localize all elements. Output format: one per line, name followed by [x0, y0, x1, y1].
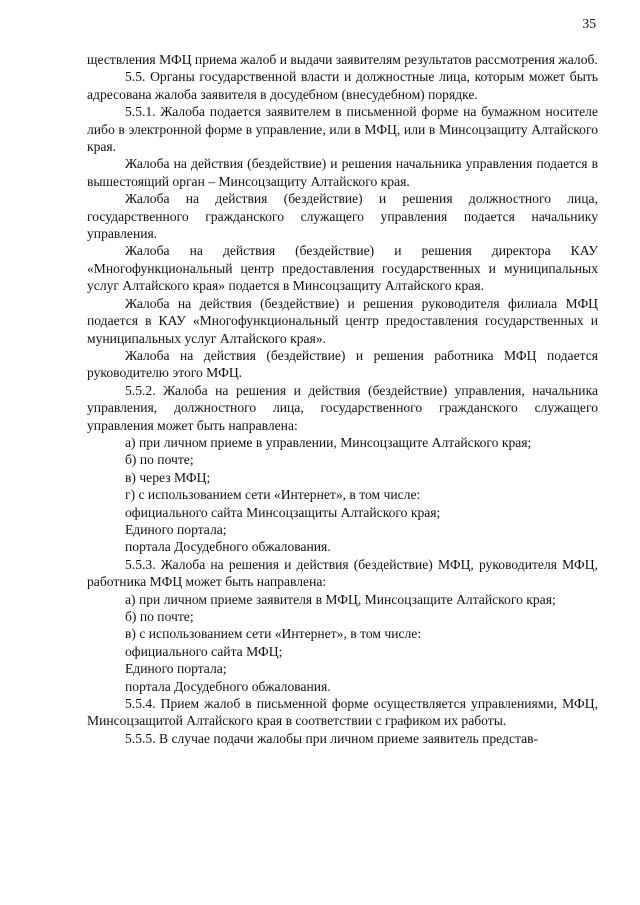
list-item: официального сайта МФЦ;: [125, 643, 283, 659]
list-item: Единого портала;: [125, 661, 227, 677]
paragraph-5-5-2: 5.5.2. Жалоба на решения и действия (бездействие) управления, начальника управления, должностного лица, государственного гражданского служащего управления может быть направлена:: [87, 382, 598, 433]
paragraph-continuation: ществления МФЦ приема жалоб и выдачи заявителям результатов рассмотрения жалоб.: [87, 52, 598, 67]
paragraph-5-5-3: 5.5.3. Жалоба на решения и действия (бездействие) МФЦ, руководителя МФЦ, работника МФЦ может быть направлена:: [87, 556, 598, 590]
paragraph: Жалоба на действия (бездействие) и решения директора КАУ «Многофункциональный центр предоставления государственных и муниципальных услуг Алтайского края» подается в Минсоцзащиту Алтайского края.: [87, 243, 598, 294]
list-item: а) при личном приеме заявителя в МФЦ, Минсоцзащите Алтайского края;: [125, 591, 556, 607]
paragraph-5-5: 5.5. Органы государственной власти и должностные лица, которым может быть адресована жалоба заявителя в досудебном (внесудебном) порядке.: [87, 69, 598, 102]
paragraph: Жалоба на действия (бездействие) и решения работника МФЦ подается руководителю этого МФЦ.: [87, 347, 598, 381]
paragraph-5-5-4: 5.5.4. Прием жалоб в письменной форме осуществляется управлениями, МФЦ, Минсоцзащитой Алтайского края в соответствии с графиком их работы.: [87, 696, 598, 729]
list-item: б) по почте;: [125, 452, 194, 468]
document-body: [87, 51, 598, 747]
list-item: официального сайта Минсоцзащиты Алтайского края;: [125, 504, 441, 520]
list-item: в) с использованием сети «Интернет», в том числе:: [125, 626, 422, 642]
paragraph: Жалоба на действия (бездействие) и решения руководителя филиала МФЦ подается в КАУ «Многофункциональный центр предоставления государственных и муниципальных услуг Алтайского края».: [87, 295, 598, 346]
list-item: в) через МФЦ;: [125, 469, 211, 485]
paragraph: Жалоба на действия (бездействие) и решения должностного лица, государственного гражданского служащего управления подается начальнику управления.: [87, 191, 598, 242]
list-item: портала Досудебного обжалования.: [125, 678, 331, 694]
list-item: Единого портала;: [125, 521, 227, 537]
paragraph-5-5-5: 5.5.5. В случае подачи жалобы при личном приеме заявитель представ-: [125, 730, 539, 746]
list-item: б) по почте;: [125, 609, 194, 624]
list-item: г) с использованием сети «Интернет», в том числе:: [125, 487, 421, 503]
list-item: а) при личном приеме в управлении, Минсоцзащите Алтайского края;: [125, 434, 532, 450]
page-number: 35: [582, 16, 596, 31]
paragraph-5-5-1: 5.5.1. Жалоба подается заявителем в письменной форме на бумажном носителе либо в электронной форме в управление, или в МФЦ, или в Минсоцзащиту Алтайского края.: [87, 104, 598, 155]
list-item: портала Досудебного обжалования.: [125, 539, 331, 555]
paragraph: Жалоба на действия (бездействие) и решения начальника управления подается в вышестоящий орган – Минсоцзащиту Алтайского края.: [87, 156, 598, 189]
